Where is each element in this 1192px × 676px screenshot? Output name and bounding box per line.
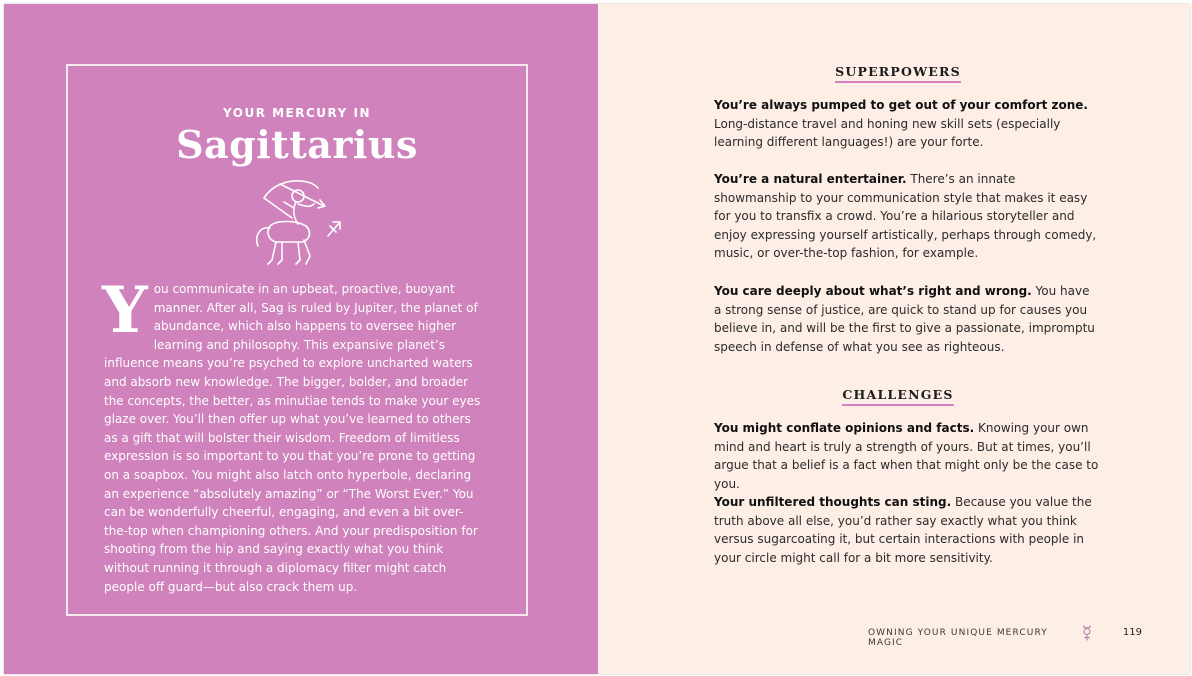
challenge-text: Knowing your own mind and heart is truly a strength of yours. But at times, you’ll argue that a belief is a fact when that might only be the case to you. <box>714 421 1099 491</box>
running-head: OWNING YOUR UNIQUE MERCURY MAGIC <box>868 628 1048 648</box>
page-number: 119 <box>1122 627 1142 638</box>
superpower-text: There’s an innate showmanship to your communication style that makes it easy for you to transfix a crowd. You’re a hilarious storyteller and enjoy expressing yourself artistically, perhaps through comedy, music, or over-the-top fashion, for example. <box>714 172 1097 261</box>
mercury-symbol-icon <box>1080 625 1094 641</box>
challenge-text: Because you value the truth above all else, you’d rather say exactly what you think versus sugarcoating it, but certain interactions with people in your circle might call for a bit more sensitivity. <box>714 495 1092 565</box>
page-footer <box>868 625 1168 648</box>
challenge-item-2 <box>714 493 1100 567</box>
superpower-item-2 <box>714 170 1100 263</box>
superpower-text: You have a strong sense of justice, are quick to stand up for causes you believe in, and will be the first to give a passionate, impromptu speech in defense of what you see as righteous. <box>714 284 1095 354</box>
content-frame <box>66 64 528 616</box>
sagittarius-centaur-archer-icon <box>240 174 350 270</box>
body-paragraph <box>102 273 486 596</box>
challenge-item-1 <box>714 419 1100 493</box>
right-page <box>598 4 1190 674</box>
challenge-lead: You might conflate opinions and facts. <box>714 421 975 435</box>
body-text: ou communicate in an upbeat, proactive, buoyant manner. After all, Sag is ruled by Jupiter, the planet of abundance, which also happens to oversee higher learning and philosophy. This expansive planet’s influence means you’re psyched to explore uncharted waters and absorb new knowledge. The bigger, bolder, and broader the concepts, the better, as minutiae tends to make your eyes glaze over. You’ll then offer up what you’ve learned to others as a gift that will bolster their wisdom. Freedom of limitless expression is so important to you that you’re prone to getting on a soapbox. You might also latch onto hyperbole, declaring an experience “absolutely amazing” or “The Worst Ever.” You can be wonderfully cheerful, engaging, and even a bit over-the-top when championing others. And your predisposition for shooting from the hip and saying exactly what you think without running it through a diplomacy filter might catch people off guard—but also crack them up. <box>104 282 481 594</box>
superpower-lead: You care deeply about what’s right and wrong. <box>714 284 1032 298</box>
superpower-item-3 <box>714 282 1100 356</box>
challenges-heading: CHALLENGES <box>598 387 1192 402</box>
kicker-text: YOUR MERCURY IN <box>222 106 371 120</box>
superpower-lead: You’re a natural entertainer. <box>714 172 907 186</box>
superpower-text: Long-distance travel and honing new skill sets (especially learning different languages!) are your forte. <box>714 116 1061 150</box>
superpowers-heading: SUPERPOWERS <box>598 64 1192 79</box>
drop-cap: Y <box>102 273 148 348</box>
sign-title: Sagittarius <box>176 122 418 167</box>
superpower-item-1 <box>714 96 1100 152</box>
superpower-lead: You’re always pumped to get out of your comfort zone. <box>714 98 1088 112</box>
challenge-lead: Your unfiltered thoughts can sting. <box>714 495 952 509</box>
left-page <box>4 4 598 674</box>
book-spread <box>4 4 1190 674</box>
